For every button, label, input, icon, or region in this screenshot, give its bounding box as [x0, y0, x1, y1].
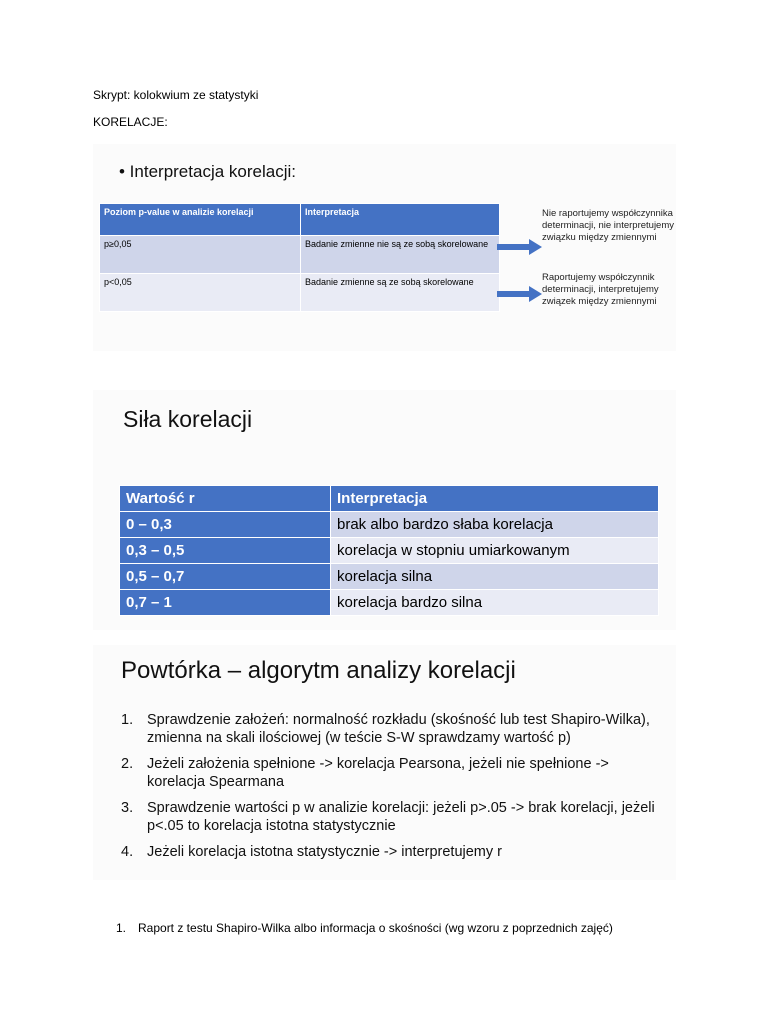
table-cell: Badanie zmienne nie są ze sobą skorelowane [301, 236, 500, 274]
table-cell: p≥0,05 [100, 236, 301, 274]
table-row [120, 512, 659, 538]
table-cell: korelacja silna [331, 564, 659, 590]
annotation-note: Nie raportujemy współczynnika determinacji, nie interpretujemy związku między zmiennymi [542, 208, 675, 243]
list-item [121, 755, 661, 791]
table-cell: Badanie zmienne są ze sobą skorelowane [301, 274, 500, 312]
list-number: 1. [121, 712, 134, 728]
list-number: 4. [121, 844, 134, 860]
list-item-text: Sprawdzenie założeń: normalność rozkładu (skośność lub test Shapiro-Wilka), zmienna na skali ilościowej (w teście S-W sprawdzamy wartość p) [147, 712, 650, 746]
image1-bullet-heading: • Interpretacja korelacji: [119, 162, 296, 181]
document-title: Skrypt: kolokwium ze statystyki [93, 88, 259, 102]
table-cell: 0,3 – 0,5 [120, 538, 331, 564]
table-row [120, 590, 659, 616]
table-cell: korelacja bardzo silna [331, 590, 659, 616]
algorithm-review-image [93, 645, 676, 880]
table-row [120, 538, 659, 564]
section-heading: KORELACJE: [93, 115, 168, 129]
footer-list-text: Raport z testu Shapiro-Wilka albo informacja o skośności (wg wzoru z poprzednich zajęć) [138, 921, 613, 935]
list-number: 3. [121, 800, 134, 816]
correlation-strength-table [119, 485, 659, 616]
annotation-note: Raportujemy współczynnik determinacji, interpretujemy związek między zmiennymi [542, 272, 659, 307]
table-header-cell: Poziom p-value w analizie korelacji [100, 204, 301, 236]
list-item-text: Sprawdzenie wartości p w analizie korelacji: jeżeli p>.05 -> brak korelacji, jeżeli p<.05 to korelacja istotna statystycznie [147, 800, 655, 834]
table-header-cell: Wartość r [120, 486, 331, 512]
list-item [121, 711, 661, 747]
image2-title: Siła korelacji [123, 406, 253, 432]
table-cell: 0,7 – 1 [120, 590, 331, 616]
table-cell: 0 – 0,3 [120, 512, 331, 538]
table-cell: 0,5 – 0,7 [120, 564, 331, 590]
footer-list-number: 1. [116, 921, 127, 935]
list-item [121, 799, 661, 835]
arrow-right-icon [497, 285, 543, 303]
list-item [121, 843, 661, 861]
list-number: 2. [121, 756, 134, 772]
table-cell: brak albo bardzo słaba korelacja [331, 512, 659, 538]
table-row [120, 564, 659, 590]
correlation-strength-image [93, 390, 676, 630]
table-row [100, 236, 500, 274]
p-value-interpretation-image [93, 144, 676, 351]
table-row [100, 274, 500, 312]
list-item-text: Jeżeli korelacja istotna statystycznie -> interpretujemy r [147, 844, 502, 860]
arrow-right-icon [497, 238, 543, 256]
list-item-text: Jeżeli założenia spełnione -> korelacja Pearsona, jeżeli nie spełnione -> korelacja Spearmana [147, 756, 609, 790]
image3-title: Powtórka – algorytm analizy korelacji [121, 657, 516, 684]
p-value-table [99, 203, 500, 312]
table-header-cell: Interpretacja [331, 486, 659, 512]
algorithm-steps-list [121, 711, 661, 869]
table-cell: korelacja w stopniu umiarkowanym [331, 538, 659, 564]
table-header-row [100, 204, 500, 236]
table-header-row [120, 486, 659, 512]
table-cell: p<0,05 [100, 274, 301, 312]
table-header-cell: Interpretacja [301, 204, 500, 236]
